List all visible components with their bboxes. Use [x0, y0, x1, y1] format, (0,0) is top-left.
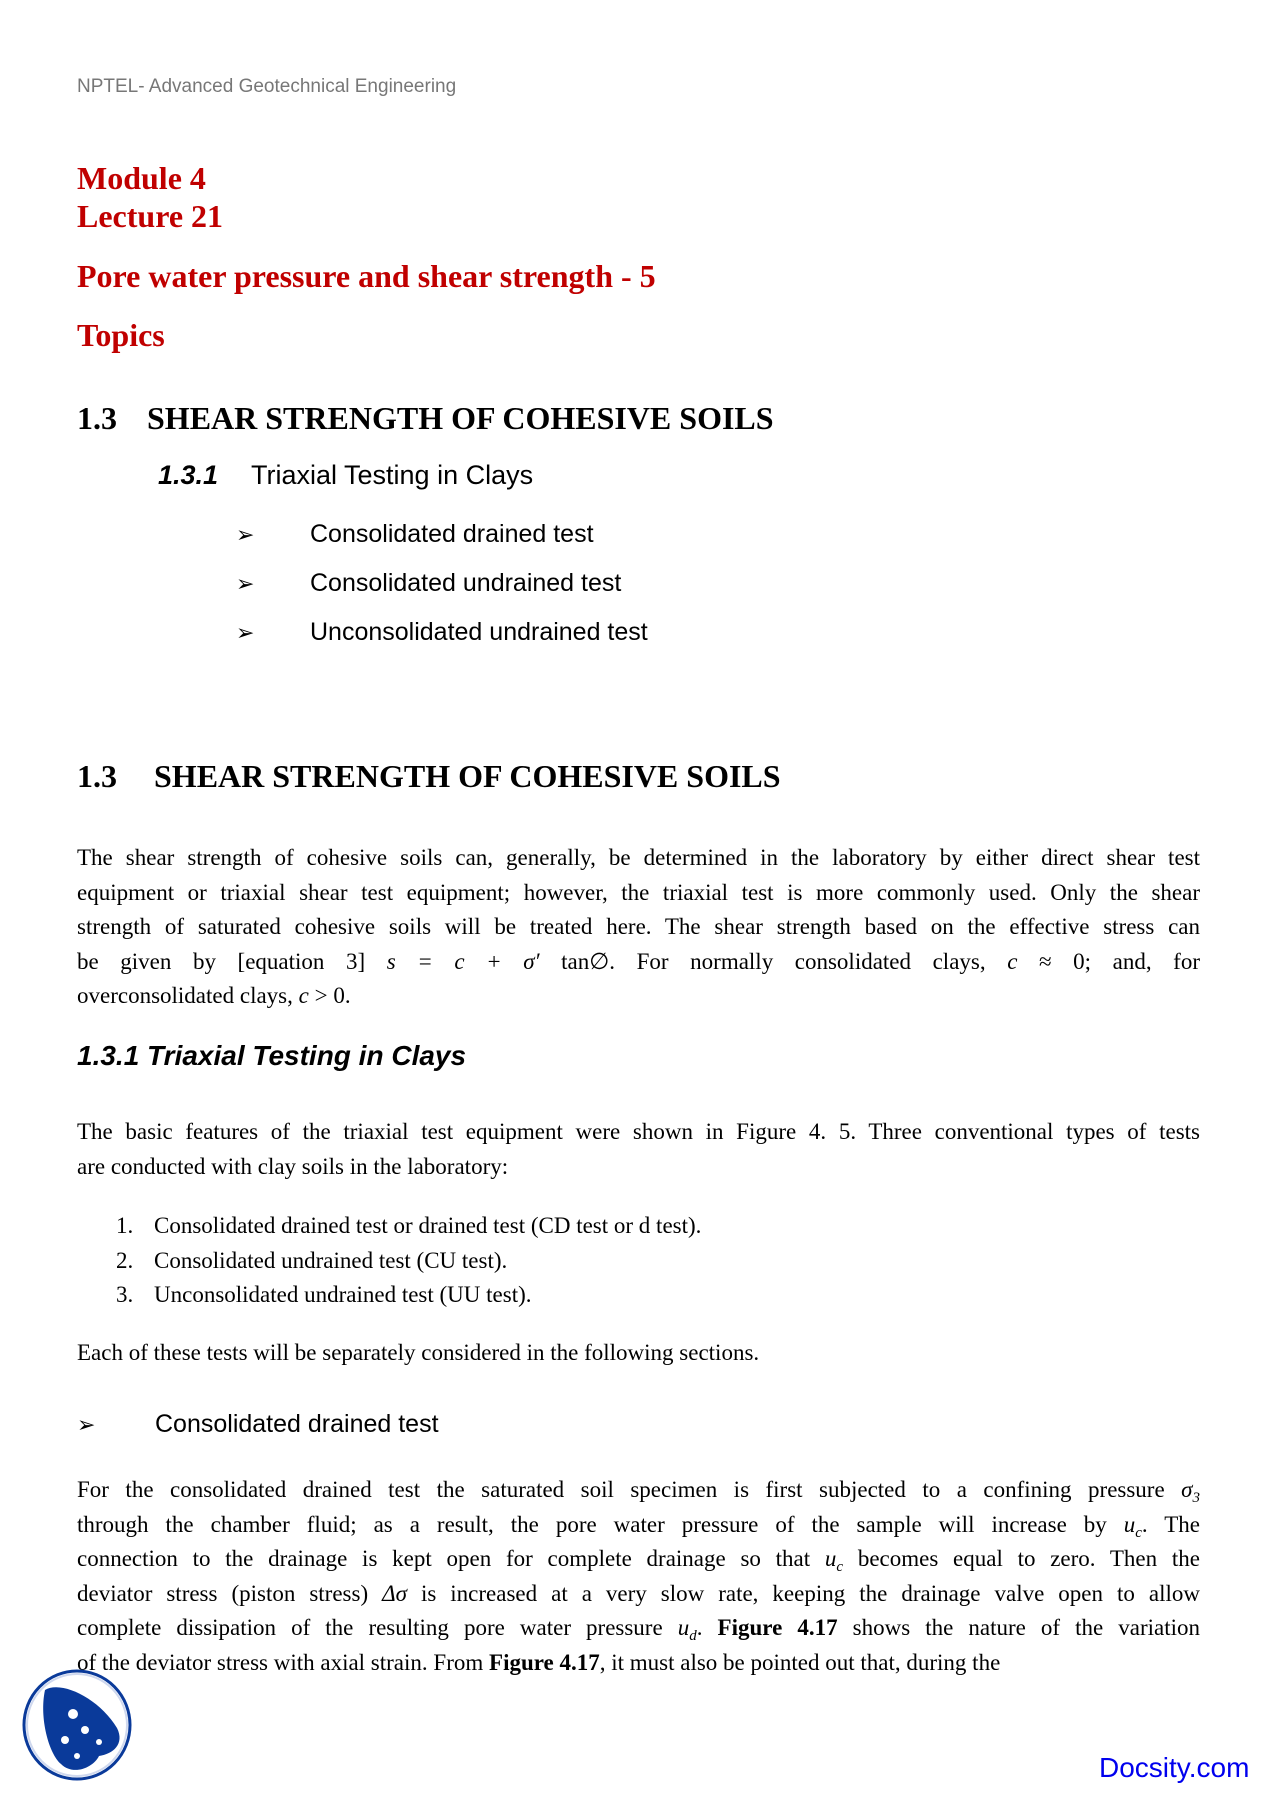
list-text: Consolidated undrained test (CU test). — [154, 1247, 508, 1273]
text-segment: σ — [1181, 1477, 1193, 1502]
topic-item-text: Consolidated undrained test — [310, 569, 622, 597]
text-segment: . The — [1141, 1511, 1200, 1537]
paragraph-sections: Each of these tests will be separately considered in the following sections. — [77, 1340, 760, 1365]
figure-reference: Figure 4.17 — [717, 1615, 838, 1641]
text-segment: The basic features of the triaxial test equipment were shown in Figure 4. 5. Three conventional types of tests — [77, 1119, 1200, 1144]
arrow-bullet-icon: ➢ — [236, 620, 255, 645]
text-segment: 3 — [1192, 1490, 1200, 1506]
text-segment: d — [689, 1628, 697, 1645]
text-segment: u — [824, 1546, 837, 1572]
text-segment: ≈ 0; and, for — [1017, 948, 1200, 974]
section-number: 1.3 — [77, 400, 117, 436]
paragraph-line — [77, 979, 1200, 1014]
text-segment: c — [1007, 948, 1018, 974]
text-segment: , it must also be pointed out that, during the — [599, 1649, 1001, 1675]
list-number: 2. — [116, 1247, 134, 1273]
figure-reference: Figure 4.17 — [489, 1649, 600, 1675]
docsity-logo-icon — [21, 1668, 133, 1782]
text-segment: of the deviator stress with axial strain. From — [77, 1649, 490, 1675]
text-segment: u — [677, 1615, 690, 1641]
subsection-heading: 1.3.1 Triaxial Testing in Clays — [77, 1040, 467, 1071]
arrow-bullet-icon: ➢ — [236, 571, 255, 596]
arrow-bullet-icon: ➢ — [236, 522, 255, 547]
topic-bullet-item — [236, 618, 648, 647]
paragraph-line — [77, 841, 1200, 876]
section-heading — [77, 758, 781, 795]
cd-heading-text: Consolidated drained test — [155, 1410, 439, 1438]
list-text: Consolidated drained test or drained test (CD test or d test). — [154, 1213, 702, 1238]
text-segment: becomes equal to zero. Then the — [843, 1546, 1200, 1572]
text-segment: deviator stress (piston stress) — [77, 1580, 383, 1606]
list-number: 3. — [116, 1282, 134, 1308]
paragraph-line — [77, 1473, 1200, 1508]
paragraph-line — [77, 1115, 1200, 1150]
paragraph-line — [77, 1646, 1200, 1681]
paragraph-line — [77, 1542, 1200, 1577]
subsection-title: Triaxial Testing in Clays — [251, 460, 534, 490]
topics-heading: Topics — [77, 317, 165, 353]
text-segment: u — [1123, 1511, 1136, 1537]
paragraph-line — [77, 1611, 1200, 1646]
text-segment: c — [836, 1559, 844, 1576]
topic-bullet-item — [236, 569, 622, 598]
text-segment: Δσ — [382, 1580, 407, 1606]
paragraph-intro — [77, 841, 1200, 1014]
lecture-title: Pore water pressure and shear strength - 5 — [77, 258, 656, 294]
topics-subsection — [158, 460, 534, 491]
numbered-list-item — [116, 1213, 702, 1239]
numbered-list-item — [116, 1247, 508, 1274]
text-segment: c — [1135, 1524, 1142, 1541]
paragraph-line — [77, 1577, 1200, 1612]
list-text: Unconsolidated undrained test (UU test). — [154, 1282, 532, 1308]
list-number: 1. — [116, 1213, 134, 1238]
text-segment: c — [298, 983, 309, 1009]
paragraph-line — [77, 876, 1200, 911]
text-segment: The shear strength of cohesive soils can, generally, be determined in the laboratory by either direct shear test — [77, 845, 1200, 870]
text-segment: strength of saturated cohesive soils will be treated here. The shear strength based on the effective stress can — [77, 914, 1200, 940]
text-segment: For the consolidated drained test the saturated soil specimen is first subjected to a confining pressure — [77, 1477, 1182, 1502]
cd-heading — [77, 1410, 439, 1439]
paragraph-line — [77, 1508, 1200, 1543]
numbered-list-item — [116, 1282, 532, 1308]
paragraph-cd-test — [77, 1473, 1200, 1681]
paragraph-line — [77, 945, 1200, 980]
section-title: SHEAR STRENGTH OF COHESIVE SOILS — [147, 400, 774, 436]
text-segment: through the chamber fluid; as a result, the pore water pressure of the sample will increase by — [77, 1511, 1124, 1537]
paragraph-features — [77, 1115, 1200, 1184]
section-number: 1.3 — [77, 758, 117, 794]
text-segment: overconsolidated clays, — [77, 983, 299, 1009]
topic-bullet-item — [236, 520, 594, 549]
section-title: SHEAR STRENGTH OF COHESIVE SOILS — [154, 758, 781, 794]
text-segment: be given by [equation 3] — [77, 948, 387, 974]
text-segment: > 0. — [308, 983, 351, 1009]
docsity-watermark-link[interactable]: Docsity.com — [1099, 1752, 1250, 1783]
paragraph-line — [77, 910, 1200, 945]
text-segment: complete dissipation of the resulting pore water pressure — [77, 1615, 678, 1641]
lecture-heading: Lecture 21 — [77, 198, 224, 234]
paragraph-line — [77, 1150, 1200, 1185]
topics-section-heading — [77, 400, 774, 437]
text-segment: is increased at a very slow rate, keeping the drainage valve open to allow — [406, 1580, 1200, 1606]
topic-item-text: Unconsolidated undrained test — [310, 618, 648, 646]
text-segment: shows the nature of the variation — [837, 1615, 1201, 1641]
text-segment: tan∅. For normally consolidated clays, — [539, 948, 1008, 974]
text-segment: are conducted with clay soils in the laboratory: — [77, 1153, 509, 1179]
text-segment: . — [696, 1615, 718, 1641]
text-segment: s = c + σ′ — [386, 948, 540, 974]
module-heading: Module 4 — [77, 160, 206, 196]
text-segment: connection to the drainage is kept open for complete drainage so that — [77, 1546, 825, 1572]
topic-item-text: Consolidated drained test — [310, 520, 594, 548]
subsection-number: 1.3.1 — [158, 460, 219, 490]
text-segment: equipment or triaxial shear test equipment; however, the triaxial test is more commonly used. Only the shear — [77, 879, 1200, 905]
page-header: NPTEL- Advanced Geotechnical Engineering — [77, 76, 457, 97]
arrow-bullet-icon: ➢ — [77, 1412, 96, 1437]
